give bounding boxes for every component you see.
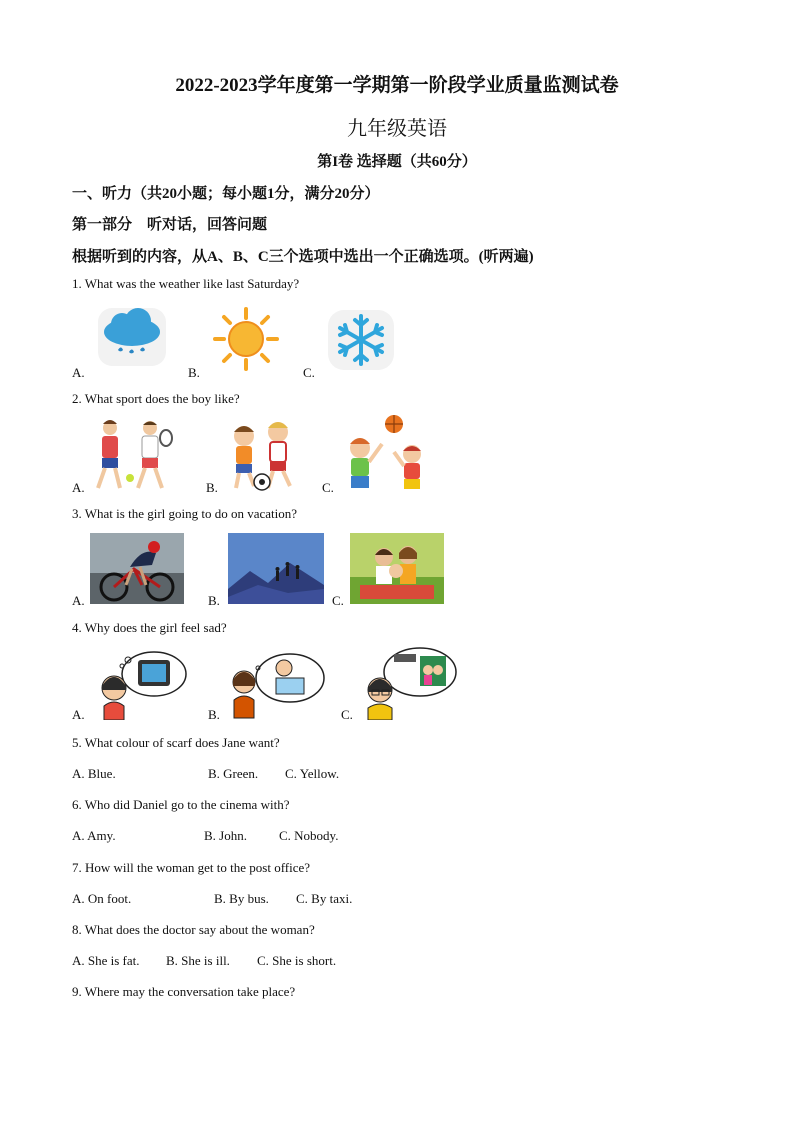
basketball-kids-illustration (342, 414, 428, 492)
q4-option-c: C. (341, 707, 353, 722)
snowflake-icon (326, 308, 396, 372)
girl-thinking-computer-illustration (226, 650, 326, 720)
q6-option-b: B. John. (204, 828, 247, 843)
cyclist-photo (90, 533, 184, 604)
q5-option-c: C. Yellow. (285, 766, 340, 781)
q3-option-a: A. (72, 593, 85, 608)
q5-option-b: B. Green. (208, 766, 259, 781)
q7-option-c: C. By taxi. (296, 891, 353, 906)
tennis-players-illustration (88, 416, 174, 492)
q3-option-b: B. (208, 593, 220, 608)
q1-option-c: C. (303, 365, 315, 380)
question-8: 8. What does the doctor say about the woman? (72, 922, 315, 937)
rain-cloud-icon (96, 306, 168, 368)
q6-option-a: A. Amy. (72, 828, 116, 843)
q5-option-a: A. Blue. (72, 766, 116, 781)
q2-option-b: B. (206, 480, 218, 495)
q3-option-c: C. (332, 593, 344, 608)
q7-option-b: B. By bus. (214, 891, 269, 906)
q7-option-a: A. On foot. (72, 891, 132, 906)
girl-thinking-tv-illustration (92, 650, 188, 720)
mountain-hikers-photo (228, 533, 324, 604)
question-4: 4. Why does the girl feel sad? (72, 620, 227, 635)
question-1: 1. What was the weather like last Saturday? (72, 276, 300, 291)
q1-option-b: B. (188, 365, 200, 380)
q8-option-c: C. She is short. (257, 953, 337, 968)
soccer-boys-illustration (226, 418, 306, 492)
q8-option-b: B. She is ill. (166, 953, 230, 968)
question-5: 5. What colour of scarf does Jane want? (72, 735, 280, 750)
q8-option-a: A. She is fat. (72, 953, 140, 968)
exam-subtitle: 九年级英语 (347, 118, 447, 140)
question-3: 3. What is the girl going to do on vacation? (72, 506, 298, 521)
girl-thinking-shop-illustration (358, 646, 458, 720)
q2-option-a: A. (72, 480, 85, 495)
q2-option-c: C. (322, 480, 334, 495)
q1-option-a: A. (72, 365, 85, 380)
family-picnic-photo (350, 533, 444, 604)
sun-icon (212, 306, 280, 372)
question-9: 9. Where may the conversation take place? (72, 984, 296, 999)
question-7: 7. How will the woman get to the post office? (72, 860, 311, 875)
question-6: 6. Who did Daniel go to the cinema with? (72, 797, 290, 812)
instruction-text: 根据听到的内容，从A、B、C三个选项中选出一个正确选项。(听两遍) (72, 249, 534, 265)
exam-title: 2022-2023学年度第一学期第一阶段学业质量监测试卷 (175, 75, 619, 96)
q6-option-c: C. Nobody. (279, 828, 339, 843)
part-title: 第I卷 选择题（共60分） (317, 154, 477, 170)
section-heading: 一、听力（共20小题；每小题1分，满分20分） (72, 186, 380, 202)
subpart-heading: 第一部分 听对话，回答问题 (72, 217, 268, 233)
q4-option-b: B. (208, 707, 220, 722)
question-2: 2. What sport does the boy like? (72, 391, 240, 406)
q4-option-a: A. (72, 707, 85, 722)
